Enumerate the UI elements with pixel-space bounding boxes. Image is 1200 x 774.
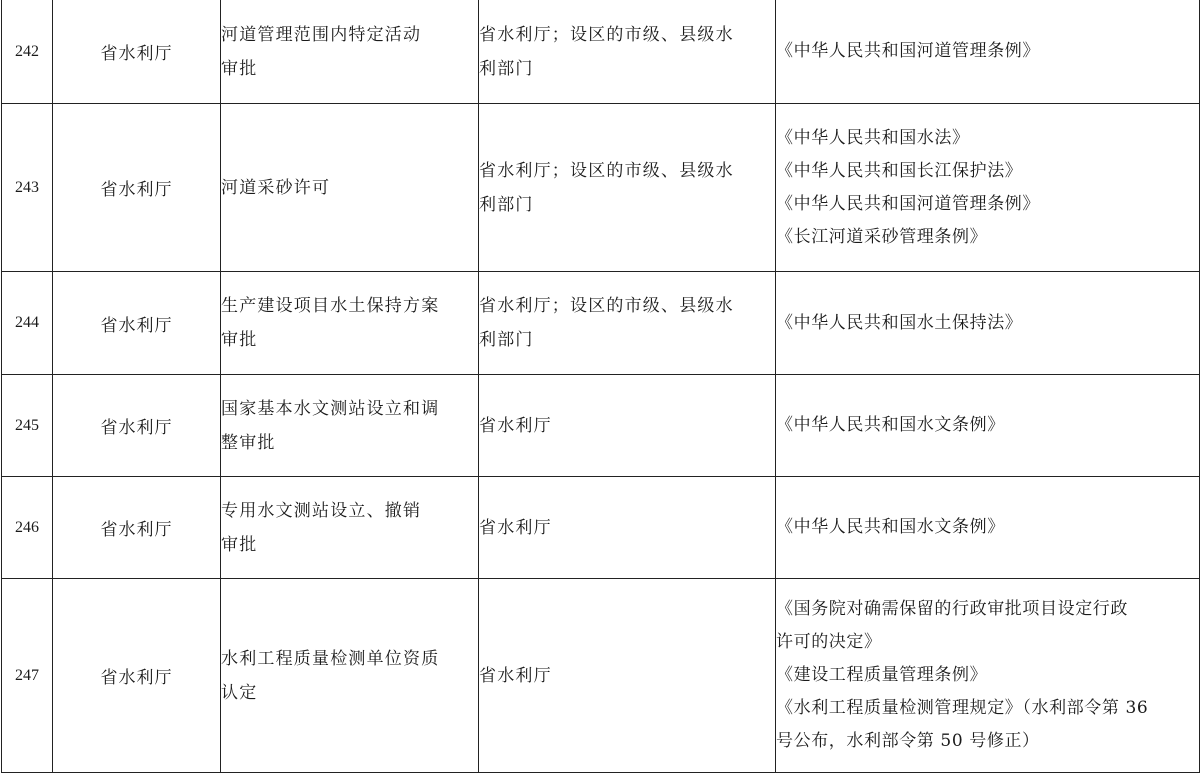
item-cell [221,375,479,477]
legal-basis-line: 《中华人民共和国河道管理条例》 [776,41,1040,61]
item-line: 认定 [221,682,258,703]
implementer-cell [479,272,776,375]
legal-basis-line: 《中华人民共和国长江保护法》 [776,160,1023,181]
table-row [2,477,1200,579]
row-number: 246 [2,477,53,579]
legal-basis-line: 许可的决定》 [776,632,882,652]
legal-basis-line: 《中华人民共和国水文条例》 [776,415,1005,435]
legal-basis-line: 《中华人民共和国水法》 [776,127,970,148]
implementer-line: 利部门 [479,194,534,215]
implementer-line: 利部门 [479,58,534,79]
implementer-line: 省水利厅 [479,665,552,686]
table-row [2,579,1200,773]
legal-basis-line: 号公布，水利部令第 50 号修正） [776,731,1040,751]
legal-basis-cell [776,104,1200,272]
department-cell: 省水利厅 [53,0,221,104]
department-cell: 省水利厅 [53,579,221,773]
table-row [2,104,1200,272]
item-line: 河道管理范围内特定活动 [221,24,422,45]
department-cell: 省水利厅 [53,104,221,272]
legal-basis-line: 《中华人民共和国河道管理条例》 [776,193,1040,214]
item-line: 审批 [221,58,258,79]
item-cell [221,579,479,773]
department-cell: 省水利厅 [53,375,221,477]
legal-basis-line: 《长江河道采砂管理条例》 [776,226,988,247]
item-line: 河道采砂许可 [221,177,331,198]
legal-basis-line: 《国务院对确需保留的行政审批项目设定行政 [776,599,1128,619]
item-cell [221,0,479,104]
legal-basis-cell [776,272,1200,375]
row-number: 247 [2,579,53,773]
item-line: 水利工程质量检测单位资质 [221,648,440,669]
row-number: 243 [2,104,53,272]
implementer-line: 省水利厅；设区的市级、县级水 [479,24,734,45]
implementer-line: 省水利厅；设区的市级、县级水 [479,160,734,181]
legal-basis-cell [776,375,1200,477]
department-cell: 省水利厅 [53,272,221,375]
implementer-cell [479,0,776,104]
row-number: 245 [2,375,53,477]
row-number: 242 [2,0,53,104]
item-line: 审批 [221,534,258,555]
implementer-line: 省水利厅 [479,517,552,538]
implementer-cell [479,104,776,272]
legal-basis-cell [776,0,1200,104]
item-line: 专用水文测站设立、撤销 [221,500,422,521]
legal-basis-cell [776,579,1200,773]
row-number: 244 [2,272,53,375]
approval-items-table [1,0,1200,773]
item-line: 生产建设项目水土保持方案 [221,296,440,316]
item-cell [221,104,479,272]
legal-basis-line: 《建设工程质量管理条例》 [776,665,988,685]
item-line: 国家基本水文测站设立和调 [221,398,440,419]
legal-basis-line: 《中华人民共和国水文条例》 [776,517,1005,537]
legal-basis-line: 《中华人民共和国水土保持法》 [776,312,1023,333]
implementer-cell [479,579,776,773]
implementer-line: 省水利厅 [479,415,552,436]
legal-basis-cell [776,477,1200,579]
implementer-line: 省水利厅；设区的市级、县级水 [479,296,734,316]
item-cell [221,272,479,375]
item-line: 整审批 [221,432,276,453]
table-row [2,375,1200,477]
implementer-line: 利部门 [479,330,534,350]
table-row [2,0,1200,104]
legal-basis-line: 《水利工程质量检测管理规定》（水利部令第 36 [776,698,1149,718]
department-cell: 省水利厅 [53,477,221,579]
implementer-cell [479,477,776,579]
table-row [2,272,1200,375]
implementer-cell [479,375,776,477]
item-line: 审批 [221,330,258,350]
item-cell [221,477,479,579]
